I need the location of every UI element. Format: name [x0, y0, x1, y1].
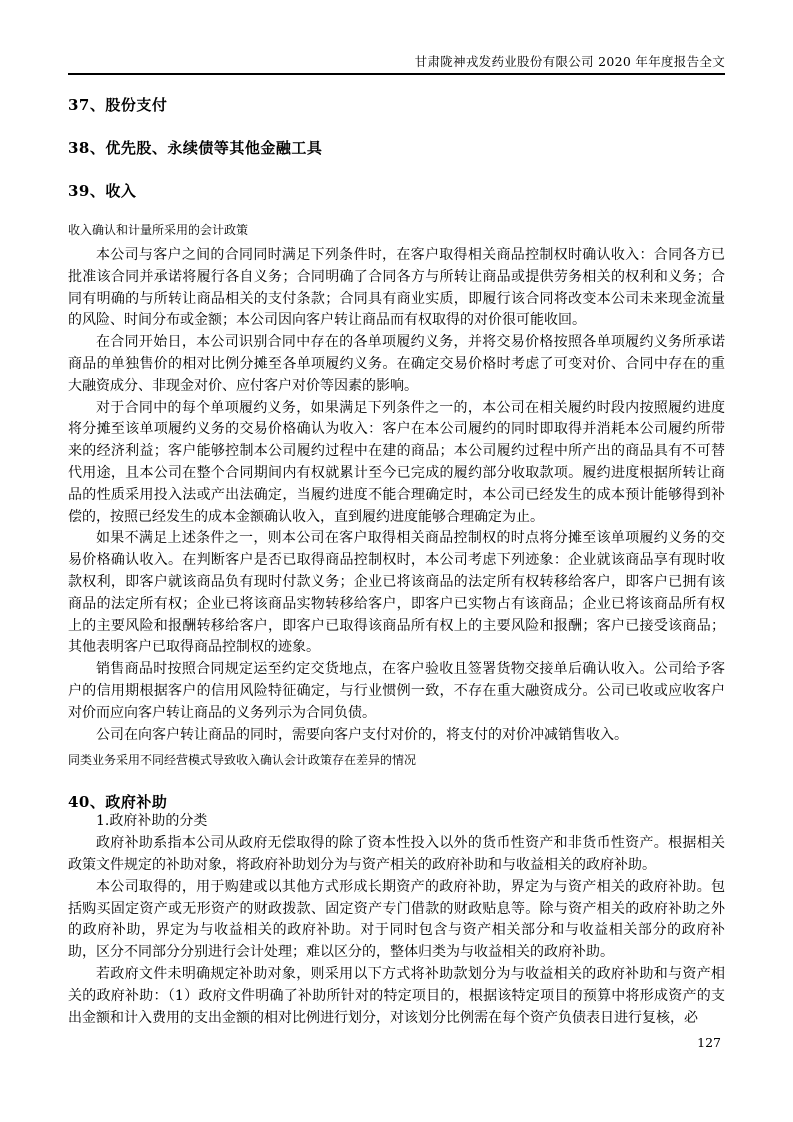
page-header [68, 54, 725, 70]
section-heading-39: 39、收入 [68, 182, 137, 200]
revenue-paragraph-5: 销售商品时按照合同规定运至约定交货地点，在客户验收且签署货物交接单后确认收入。公司给予客户的信用期根据客户的信用风险特征确定，与行业惯例一致，不存在重大融资成分。公司已收或应收客户对价而应向客户转让商品的义务列示为合同负债。 [68, 661, 725, 721]
grant-paragraph-4: 若政府文件未明确规定补助对象，则采用以下方式将补助款划分为与收益相关的政府补助和与资产相关的政府补助：（1）政府文件明确了补助所针对的特定项目的，根据该特定项目的预算中将形成资产的支出金额和计入费用的支出金额的相对比例进行划分，对该划分比例需在每个资产负债表日进行复核，必 [68, 965, 725, 1026]
page-number: 127 [697, 1035, 721, 1050]
grant-paragraph-2: 政府补助系指本公司从政府无偿取得的除了资本性投入以外的货币性资产和非货币性资产。根据相关政策文件规定的补助对象，将政府补助划分为与资产相关的政府补助和与收益相关的政府补助。 [68, 835, 725, 873]
section-heading-37: 37、股份支付 [68, 96, 168, 114]
revenue-difference-label: 同类业务采用不同经营模式导致收入确认会计政策存在差异的情况 [68, 753, 417, 768]
section-heading-38: 38、优先股、永续债等其他金融工具 [68, 139, 323, 157]
section-heading-40: 40、政府补助 [68, 793, 168, 812]
grant-paragraph-1: 1.政府补助的分类 [96, 813, 208, 830]
revenue-paragraph-2: 在合同开始日，本公司识别合同中存在的各单项履约义务，并将交易价格按照各单项履约义务所承诺商品的单独售价的相对比例分摊至各单项履约义务。在确定交易价格时考虑了可变对价、合同中存在的重大融资成分、非现金对价、应付客户对价等因素的影响。 [68, 334, 725, 394]
grant-paragraph-3: 本公司取得的，用于购建或以其他方式形成长期资产的政府补助，界定为与资产相关的政府补助。包括购买固定资产或无形资产的财政拨款、固定资产专门借款的财政贴息等。除与资产相关的政府补助之外的政府补助，界定为与收益相关的政府补助。对于同时包含与资产相关部分和与收益相关部分的政府补助，区分不同部分分别进行会计处理；难以区分的，整体归类为与收益相关的政府补助。 [68, 878, 725, 961]
revenue-paragraph-3: 对于合同中的每个单项履约义务，如果满足下列条件之一的，本公司在相关履约时段内按照履约进度将分摊至该单项履约义务的交易价格确认为收入：客户在本公司履约的同时即取得并消耗本公司履约所带来的经济利益；客户能够控制本公司履约过程中在建的商品；本公司履约过程中所产出的商品具有不可替代用途，且本公司在整个合同期间内有权就累计至今已完成的履约部分收取款项。履约进度根据所转让商品的性质采用投入法或产出法确定，当履约进度不能合理确定时，本公司已经发生的成本预计能够得到补偿的，按照已经发生的成本金额确认收入，直到履约进度能够合理确定为止。 [68, 399, 725, 525]
revenue-paragraph-1: 本公司与客户之间的合同同时满足下列条件时，在客户取得相关商品控制权时确认收入：合同各方已批准该合同并承诺将履行各自义务；合同明确了合同各方与所转让商品或提供劳务相关的权利和义务；合同有明确的与所转让商品相关的支付条款；合同具有商业实质，即履行该合同将改变本公司未来现金流量的风险、时间分布或金额；本公司因向客户转让商品而有权取得的对价很可能收回。 [68, 247, 725, 329]
report-title: 甘肃陇神戎发药业股份有限公司 2020 年年度报告全文 [414, 54, 725, 69]
revenue-policy-label: 收入确认和计量所采用的会计政策 [68, 223, 249, 237]
header-divider [68, 73, 725, 75]
revenue-paragraph-4: 如果不满足上述条件之一，则本公司在客户取得相关商品控制权的时点将分摊至该单项履约义务的交易价格确认收入。在判断客户是否已取得商品控制权时，本公司考虑下列迹象：企业就该商品享有现时收款权利，即客户就该商品负有现时付款义务；企业已将该商品的法定所有权转移给客户，即客户已拥有该商品的法定所有权；企业已将该商品实物转移给客户，即客户已实物占有该商品；企业已将该商品所有权上的主要风险和报酬转移给客户，即客户已取得该商品所有权上的主要风险和报酬；客户已接受该商品；其他表明客户已取得商品控制权的迹象。 [68, 530, 725, 656]
revenue-paragraph-6: 公司在向客户转让商品的同时，需要向客户支付对价的，将支付的对价冲减销售收入。 [96, 726, 628, 743]
